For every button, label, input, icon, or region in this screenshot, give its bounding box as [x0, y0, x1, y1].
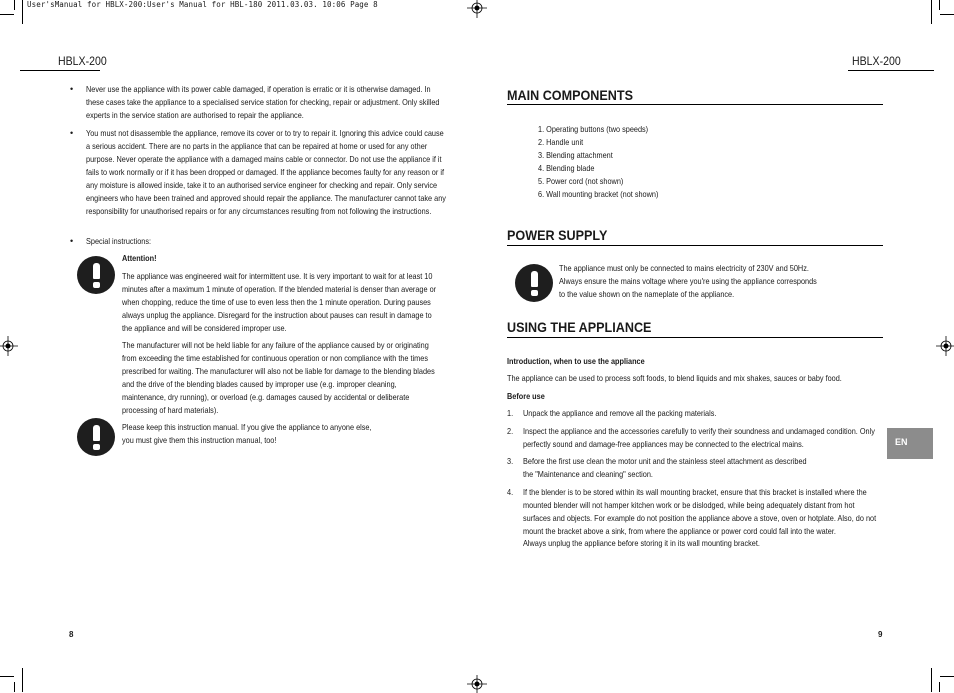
crop-mark — [940, 14, 954, 15]
intro-heading: Introduction, when to use the appliance — [507, 356, 645, 366]
crop-mark — [939, 0, 940, 10]
step-text: If the blender is to be stored within its wall mounting bracket, ensure that this bracket is installed where the — [523, 487, 867, 497]
keep-manual-line: you must give them this instruction manual, too! — [122, 435, 277, 445]
section-title-using-the-appliance: USING THE APPLIANCE — [507, 319, 652, 335]
crop-mark — [22, 0, 23, 24]
list-item: 1. Operating buttons (two speeds) — [538, 124, 649, 134]
section-rule — [507, 337, 883, 338]
attention-paragraph: The appliance was engineered wait for intermittent use. It is very important to wait for at least 10 minutes after a maximum 1 minute of operation. If the blended material is denser than average or when chopping, reduce the time of use to even less then the 1 minute operation. During pauses always unplug the appliance. Disregard for the instruction about pauses can result in damage to the appliance and will be considered improper use. — [122, 271, 437, 333]
crop-mark — [939, 682, 940, 692]
liability-paragraph: The manufacturer will not be held liable for any failure of the appliance caused by or originating from exceeding the time established for continuous operation or non compliance with the times prescribed for waiting. The manufacturer will also not be liable for damage to the blending blades and the drive of the blending blades caused by improper use (e.g. improper cleaning, maintenance, dry running), or overload (e.g. damages caused by accidental or deliberate processing of hard materials). — [122, 340, 435, 415]
print-file-header: User'sManual for HBLX-200:User's Manual for HBL-180 2011.03.03. 10:06 Page 8 — [27, 0, 378, 9]
step-text: surfaces and objects. For example do not position the appliance above a stove, oven or hotplate. Also, do not — [523, 513, 877, 523]
section-title-main-components: MAIN COMPONENTS — [507, 87, 633, 103]
list-item: 4. Blending blade — [538, 163, 595, 173]
bullet-text: Never use the appliance with its power cable damaged, if operation is erratic or it is otherwise damaged. In these cases take the appliance to a specialised service station for checking, repair or adjustment. Only skilled experts in the service station are authorised to repair the appliance. — [86, 84, 440, 120]
registration-mark-icon — [467, 0, 487, 20]
crop-mark — [931, 0, 932, 24]
registration-mark-icon — [934, 336, 954, 356]
page-number-left: 8 — [69, 630, 74, 639]
keep-manual-line: Please keep this instruction manual. If you give the appliance to anyone else, — [122, 422, 372, 432]
crop-mark — [931, 668, 932, 692]
header-rule-left — [20, 70, 100, 71]
list-item: 5. Power cord (not shown) — [538, 176, 624, 186]
step-text: perfectly sound and damage-free appliances may be connected to the electrical mains. — [523, 439, 804, 449]
section-rule — [507, 104, 883, 105]
step-number: 3. — [507, 456, 514, 466]
intro-text: The appliance can be used to process soft foods, to blend liquids and mix shakes, sauces or baby food. — [507, 373, 842, 383]
before-use-heading: Before use — [507, 391, 545, 401]
bullet-marker: • — [70, 128, 74, 138]
step-number: 4. — [507, 487, 514, 497]
components-list — [538, 123, 678, 201]
crop-mark — [14, 682, 15, 692]
registration-mark-icon — [0, 336, 20, 356]
bullet-text: Special instructions: — [86, 236, 152, 246]
attention-title: Attention! — [122, 253, 157, 263]
page-number-right: 9 — [878, 630, 883, 639]
section-title-power-supply: POWER SUPPLY — [507, 227, 608, 243]
crop-mark — [22, 668, 23, 692]
model-label-right: HBLX-200 — [852, 54, 901, 68]
registration-mark-icon — [467, 673, 487, 693]
exclamation-icon — [515, 264, 553, 302]
step-number: 2. — [507, 426, 514, 436]
model-label-left: HBLX-200 — [58, 54, 107, 68]
language-tab-en — [887, 428, 933, 459]
language-tab-label: EN — [895, 437, 908, 447]
step-text: Always unplug the appliance before storing it in its wall mounting bracket. — [523, 538, 760, 548]
crop-mark — [14, 0, 15, 10]
power-supply-line: to the value shown on the nameplate of the appliance. — [559, 289, 735, 299]
power-supply-line: The appliance must only be connected to mains electricity of 230V and 50Hz. — [559, 263, 809, 273]
section-rule — [507, 245, 883, 246]
bullet-text: You must not disassemble the appliance, remove its cover or to try to repair it. Ignoring this advice could cause a serious accident. There are no parts in the appliance that can be repaired at home or used for any other purpose. Never operate the appliance with a damaged mains cable or connector. Do not use the appliance if it fails to work normally or if it has been dropped or damaged. If the appliance becomes faulty for any reason or if any moisture is allowed inside, take it to an authorised service engineer for checking and repair. Only service engineers who have been trained and approved should repair the appliance. The manufacturer cannot take any responsibility for unauthorised repairs or for any circumstances resulting from not following the instructions. — [86, 128, 446, 216]
crop-mark — [0, 14, 14, 15]
list-item: 3. Blending attachment — [538, 150, 613, 160]
exclamation-icon — [77, 256, 115, 294]
step-text: Before the first use clean the motor unit and the stainless steel attachment as described — [523, 456, 807, 466]
crop-mark — [940, 676, 954, 677]
step-text: Inspect the appliance and the accessories carefully to verify their soundness and undamaged condition. Only — [523, 426, 875, 436]
step-text: Unpack the appliance and remove all the packing materials. — [523, 408, 717, 418]
list-item: 2. Handle unit — [538, 137, 584, 147]
step-text: mount the bracket above a sink, from where the appliance or power cord could fall into the water. — [523, 526, 836, 536]
exclamation-icon — [77, 418, 115, 456]
step-text: mounted blender will not hamper kitchen work or be dislodged, while being adequately distant from hot — [523, 500, 855, 510]
power-supply-line: Always ensure the mains voltage where you're using the appliance corresponds — [559, 276, 817, 286]
step-number: 1. — [507, 408, 514, 418]
list-item: 6. Wall mounting bracket (not shown) — [538, 189, 659, 199]
bullet-marker: • — [70, 236, 74, 246]
crop-mark — [0, 676, 14, 677]
step-text: the "Maintenance and cleaning" section. — [523, 469, 653, 479]
header-rule-right — [848, 70, 934, 71]
bullet-marker: • — [70, 84, 74, 94]
